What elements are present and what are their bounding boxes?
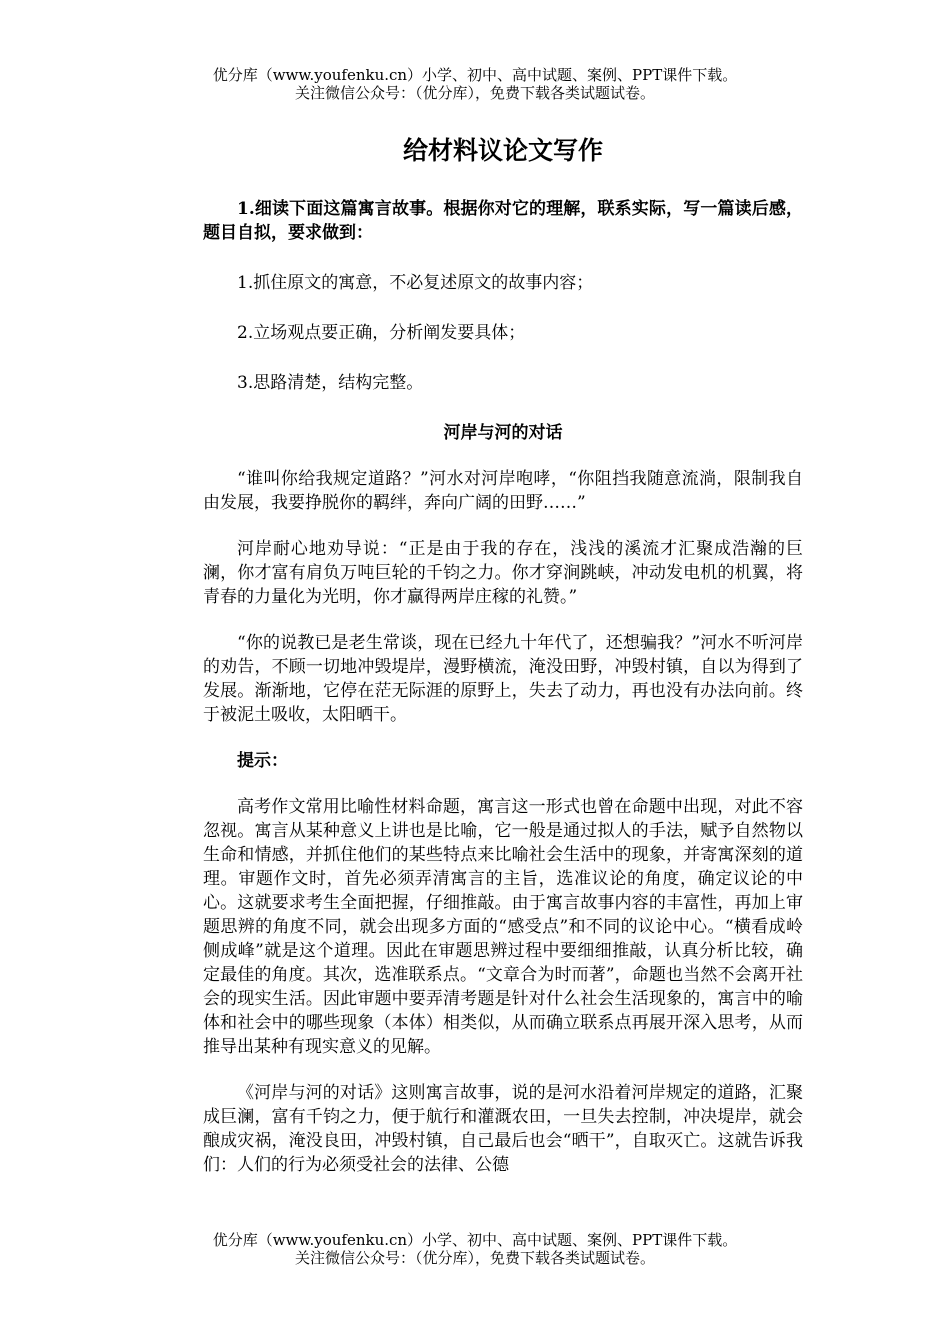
requirement-3: 3.思路清楚，结构完整。 [237, 373, 424, 393]
story-title: 河岸与河的对话 [443, 423, 563, 443]
footer-line-2: 关注微信公众号：（优分库），免费下载各类试题试卷。 [294, 1249, 655, 1267]
question-prompt: 1.细读下面这篇寓言故事。根据你对它的理解，联系实际，写一篇读后感，题目自拟，要求做到： [203, 199, 803, 243]
header-line-2: 关注微信公众号：（优分库），免费下载各类试题试卷。 [294, 84, 655, 102]
hint-paragraph-2: 《河岸与河的对话》这则寓言故事，说的是河水沿着河岸规定的道路，汇聚成巨澜，富有千钧之力，便于航行和灌溉农田，一旦失去控制，冲决堤岸，就会酿成灾祸，淹没良田，冲毁村镇，自己最后也会“晒干”，自取灭亡。这就告诉我们：人们的行为必须受社会的法律、公德 [203, 1083, 803, 1175]
requirement-1: 1.抓住原文的寓意，不必复述原文的故事内容； [237, 273, 594, 293]
story-paragraph-2: 河岸耐心地劝导说：“正是由于我的存在，浅浅的溪流才汇聚成浩瀚的巨澜，你才富有肩负万吨巨轮的千钧之力。你才穿涧跳峡，冲动发电机的机翼，将青春的力量化为光明，你才赢得两岸庄稼的礼赞。” [203, 539, 803, 607]
story-paragraph-3: “你的说教已是老生常谈，现在已经九十年代了，还想骗我？”河水不听河岸的劝告，不顾一切地冲毁堤岸，漫野横流，淹没田野，冲毁村镇，自以为得到了发展。渐渐地，它停在茫无际涯的原野上，失去了动力，再也没有办法向前。终于被泥土吸收，太阳晒干。 [203, 633, 803, 725]
footer-line-1: 优分库（www.youfenku.cn）小学、初中、高中试题、案例、PPT课件下载。 [212, 1231, 738, 1249]
page-footer [0, 1231, 950, 1267]
document-title: 给材料议论文写作 [402, 136, 603, 165]
story-paragraph-1: “谁叫你给我规定道路？”河水对河岸咆哮，“你阻挡我随意流淌，限制我自由发展，我要挣脱你的羁绊，奔向广阔的田野……” [203, 469, 803, 513]
hint-paragraph-1: 高考作文常用比喻性材料命题，寓言这一形式也曾在命题中出现，对此不容忽视。寓言从某种意义上讲也是比喻，它一般是通过拟人的手法，赋予自然物以生命和情感，并抓住他们的某些特点来比喻社会生活中的现象，并寄寓深刻的道理。审题作文时，首先必须弄清寓言的主旨，选准议论的角度，确定议论的中心。这就要求考生全面把握，仔细推敲。由于寓言故事内容的丰富性，再加上审题思辨的角度不同，就会出现多方面的“感受点”和不同的议论中心。“横看成岭侧成峰”就是这个道理。因此在审题思辨过程中要细细推敲，认真分析比较，确定最佳的角度。其次，选准联系点。“文章合为时而著”，命题也当然不会离开社会的现实生活。因此审题中要弄清考题是针对什么社会生活现象的，寓言中的喻体和社会中的哪些现象（本体）相类似，从而确立联系点再展开深入思考，从而推导出某种有现实意义的见解。 [203, 797, 803, 1057]
hint-label: 提示： [237, 751, 288, 771]
document-body [203, 131, 803, 1177]
page-header [0, 66, 950, 102]
header-line-1: 优分库（www.youfenku.cn）小学、初中、高中试题、案例、PPT课件下载。 [212, 66, 738, 84]
requirement-2: 2.立场观点要正确，分析阐发要具体； [237, 323, 526, 343]
